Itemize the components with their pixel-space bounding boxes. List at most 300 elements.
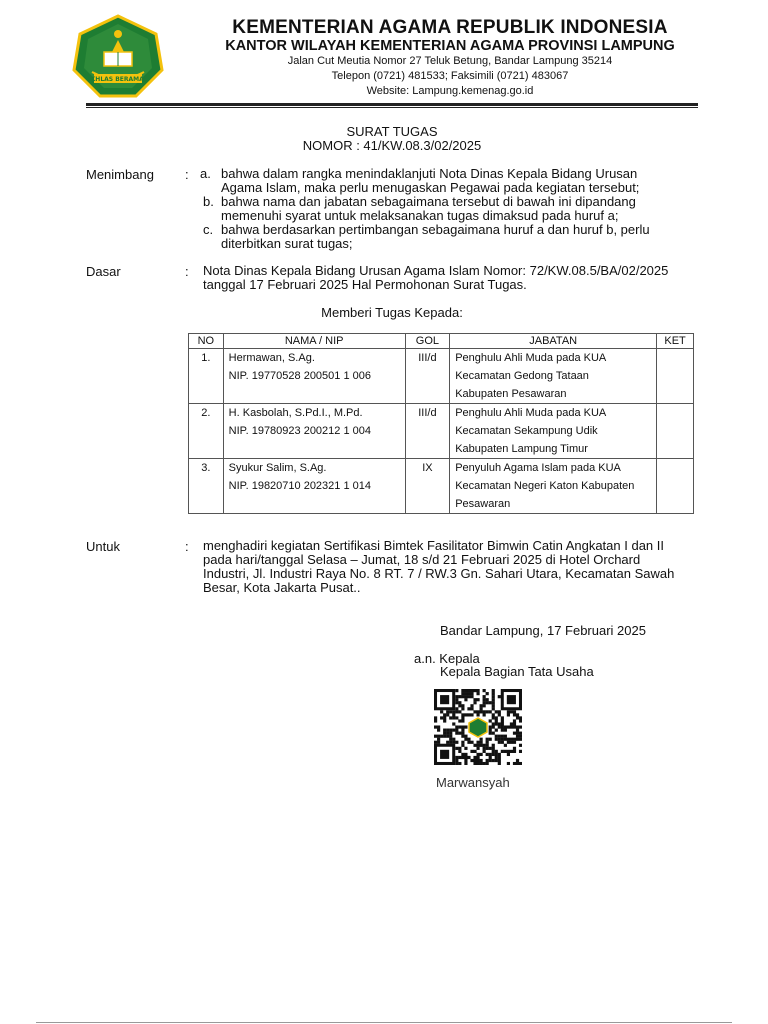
dasar-colon: : — [185, 264, 189, 279]
qr-module — [464, 762, 467, 765]
qr-module — [495, 716, 498, 719]
qr-module — [452, 716, 455, 719]
qr-module — [458, 762, 461, 765]
qr-module — [519, 716, 522, 719]
qr-module — [495, 750, 498, 753]
qr-module — [495, 738, 498, 741]
qr-module — [513, 747, 516, 750]
qr-module — [473, 762, 476, 765]
qr-module — [483, 701, 486, 704]
qr-module — [461, 689, 464, 692]
row-nip: NIP. 19780923 200212 1 004 — [228, 425, 371, 437]
qr-module — [498, 710, 501, 713]
qr-module — [476, 698, 479, 701]
qr-module — [492, 698, 495, 701]
header-no: NO — [189, 334, 224, 349]
qr-module — [498, 759, 501, 762]
row-gol: III/d — [405, 349, 450, 404]
qr-module — [452, 729, 455, 732]
table-row — [189, 404, 694, 459]
qr-module — [443, 719, 446, 722]
qr-module — [492, 747, 495, 750]
row-name: Syukur Salim, S.Ag. — [228, 462, 327, 474]
qr-module — [480, 710, 483, 713]
staff-table-header — [189, 334, 694, 349]
qr-module — [492, 750, 495, 753]
qr-module — [452, 713, 455, 716]
qr-module — [498, 695, 501, 698]
qr-module — [492, 707, 495, 710]
qr-module — [476, 759, 479, 762]
qr-module — [461, 695, 464, 698]
qr-module — [486, 759, 489, 762]
qr-module — [513, 725, 516, 728]
qr-module — [486, 710, 489, 713]
qr-module — [434, 741, 437, 744]
qr-module — [504, 738, 507, 741]
qr-module — [437, 741, 440, 744]
qr-module — [516, 716, 519, 719]
qr-module — [458, 750, 461, 753]
row-name-cell — [223, 459, 405, 514]
qr-module — [483, 750, 486, 753]
qr-module — [449, 729, 452, 732]
dasar-label: Dasar — [86, 264, 121, 279]
qr-module — [492, 725, 495, 728]
qr-module — [498, 762, 501, 765]
qr-module — [458, 747, 461, 750]
row-jabatan-line3: Kabupaten Lampung Timur — [455, 443, 588, 455]
qr-module — [461, 741, 464, 744]
row-jabatan-line2: Kecamatan Negeri Katon Kabupaten — [455, 480, 635, 492]
qr-module — [467, 689, 470, 692]
qr-module — [458, 756, 461, 759]
row-jabatan-line3: Pesawaran — [455, 498, 511, 510]
qr-module — [458, 725, 461, 728]
letterhead-rule-thin — [86, 107, 698, 108]
header-jabatan: JABATAN — [450, 334, 657, 349]
qr-module — [516, 762, 519, 765]
qr-module — [467, 756, 470, 759]
signature-place-date: Bandar Lampung, 17 Februari 2025 — [440, 623, 646, 638]
qr-module — [489, 729, 492, 732]
menimbang-item-c-line2: diterbitkan surat tugas; — [221, 236, 353, 251]
qr-module — [507, 738, 510, 741]
qr-module — [489, 732, 492, 735]
qr-module — [501, 729, 504, 732]
qr-module — [461, 753, 464, 756]
qr-module — [470, 759, 473, 762]
qr-module — [486, 738, 489, 741]
qr-module — [483, 698, 486, 701]
qr-module — [464, 753, 467, 756]
qr-module — [489, 747, 492, 750]
qr-module — [519, 762, 522, 765]
qr-module — [501, 725, 504, 728]
qr-module — [473, 710, 476, 713]
qr-module — [434, 716, 437, 719]
row-no: 2. — [189, 404, 224, 459]
qr-module — [498, 753, 501, 756]
qr-module — [492, 704, 495, 707]
qr-module — [480, 762, 483, 765]
letterhead-ministry: KEMENTERIAN AGAMA REPUBLIK INDONESIA — [232, 17, 668, 38]
qr-module — [473, 759, 476, 762]
qr-module — [449, 732, 452, 735]
qr-module — [455, 710, 458, 713]
qr-module — [443, 729, 446, 732]
qr-module — [483, 710, 486, 713]
qr-module — [464, 759, 467, 762]
qr-module — [504, 750, 507, 753]
qr-module — [501, 735, 504, 738]
qr-module — [449, 716, 452, 719]
qr-module — [504, 729, 507, 732]
qr-module — [449, 735, 452, 738]
qr-module — [467, 692, 470, 695]
qr-module — [513, 719, 516, 722]
qr-module — [483, 762, 486, 765]
row-gol: III/d — [405, 404, 450, 459]
qr-module — [464, 713, 467, 716]
qr-module — [492, 713, 495, 716]
row-gol: IX — [405, 459, 450, 514]
qr-module — [507, 762, 510, 765]
qr-module — [495, 722, 498, 725]
qr-module — [516, 738, 519, 741]
qr-module — [437, 725, 440, 728]
qr-module — [464, 747, 467, 750]
qr-module — [483, 747, 486, 750]
signature-an: a.n. Kepala — [414, 651, 480, 666]
qr-module — [513, 738, 516, 741]
kemenag-logo — [72, 14, 164, 98]
qr-module — [495, 710, 498, 713]
qr-module — [492, 753, 495, 756]
qr-module — [498, 713, 501, 716]
qr-module — [504, 735, 507, 738]
qr-module — [476, 747, 479, 750]
qr-module — [486, 747, 489, 750]
qr-module — [464, 725, 467, 728]
qr-module — [470, 713, 473, 716]
qr-module — [461, 756, 464, 759]
qr-module — [498, 725, 501, 728]
qr-module — [495, 753, 498, 756]
qr-module — [446, 732, 449, 735]
qr-module — [446, 729, 449, 732]
qr-module — [480, 744, 483, 747]
qr-module — [458, 732, 461, 735]
signature-position: Kepala Bagian Tata Usaha — [440, 664, 594, 679]
qr-module — [513, 741, 516, 744]
qr-finder — [440, 750, 449, 759]
letterhead-website: Website: Lampung.kemenag.go.id — [366, 85, 534, 97]
qr-module — [461, 744, 464, 747]
qr-module — [470, 704, 473, 707]
qr-module — [455, 741, 458, 744]
qr-module — [486, 753, 489, 756]
qr-module — [455, 695, 458, 698]
untuk-colon: : — [185, 539, 189, 554]
qr-module — [446, 735, 449, 738]
qr-module — [455, 729, 458, 732]
table-row — [189, 459, 694, 514]
dasar-line2: tanggal 17 Februari 2025 Hal Permohonan Surat Tugas. — [203, 277, 527, 292]
qr-module — [480, 759, 483, 762]
qr-module — [449, 738, 452, 741]
row-nip: NIP. 19770528 200501 1 006 — [228, 370, 371, 382]
qr-module — [507, 725, 510, 728]
row-name-cell — [223, 404, 405, 459]
row-jabatan-line2: Kecamatan Gedong Tataan — [455, 370, 589, 382]
qr-module — [440, 710, 443, 713]
qr-module — [492, 689, 495, 692]
qr-module — [461, 704, 464, 707]
qr-module — [455, 707, 458, 710]
qr-module — [476, 689, 479, 692]
untuk-line3: Industri, Jl. Industri Raya No. 8 RT. 7 / RW.3 Gn. Sahari Utara, Kecamatan Sawah — [203, 566, 675, 581]
qr-module — [486, 744, 489, 747]
row-jabatan-cell — [450, 349, 657, 404]
qr-module — [464, 695, 467, 698]
menimbang-item-b-line2: memenuhi syarat untuk melaksanakan tugas dimaksud pada huruf a; — [221, 208, 619, 223]
qr-module — [480, 738, 483, 741]
qr-module — [516, 725, 519, 728]
qr-module — [507, 741, 510, 744]
qr-module — [507, 750, 510, 753]
qr-module — [440, 716, 443, 719]
qr-module — [449, 741, 452, 744]
qr-module — [519, 744, 522, 747]
menimbang-item-a-line2: Agama Islam, maka perlu menugaskan Pegawai pada kegiatan tersebut; — [221, 180, 640, 195]
qr-module — [434, 725, 437, 728]
qr-module — [492, 716, 495, 719]
qr-module — [470, 692, 473, 695]
qr-module — [480, 741, 483, 744]
qr-module — [501, 716, 504, 719]
qr-module — [519, 750, 522, 753]
qr-module — [507, 753, 510, 756]
qr-module — [483, 695, 486, 698]
qr-center-logo — [469, 718, 487, 737]
qr-module — [476, 744, 479, 747]
menimbang-item-c-line1: bahwa berdasarkan pertimbangan sebagaimana huruf a dan huruf b, perlu — [221, 222, 650, 237]
qr-module — [437, 729, 440, 732]
qr-module — [489, 710, 492, 713]
qr-module — [461, 729, 464, 732]
row-jabatan-line1: Penyuluh Agama Islam pada KUA — [455, 462, 621, 474]
qr-module — [455, 762, 458, 765]
page-bottom-rule — [36, 1022, 732, 1023]
qr-module — [519, 732, 522, 735]
qr-module — [510, 738, 513, 741]
qr-module — [480, 753, 483, 756]
header-name: NAMA / NIP — [223, 334, 405, 349]
qr-module — [483, 713, 486, 716]
qr-module — [492, 732, 495, 735]
qr-module — [513, 722, 516, 725]
qr-module — [510, 725, 513, 728]
qr-module — [455, 732, 458, 735]
qr-module — [516, 713, 519, 716]
row-name: H. Kasbolah, S.Pd.I., M.Pd. — [228, 407, 363, 419]
qr-module — [476, 756, 479, 759]
qr-module — [486, 762, 489, 765]
qr-module — [476, 762, 479, 765]
qr-module — [501, 741, 504, 744]
qr-module — [498, 741, 501, 744]
qr-module — [461, 735, 464, 738]
qr-module — [489, 738, 492, 741]
menimbang-item-a-mark: a. — [200, 166, 211, 181]
qr-module — [455, 725, 458, 728]
qr-module — [443, 735, 446, 738]
qr-module — [434, 735, 437, 738]
qr-module — [464, 689, 467, 692]
qr-module — [495, 759, 498, 762]
row-ket — [657, 404, 694, 459]
qr-module — [501, 750, 504, 753]
qr-module — [473, 701, 476, 704]
qr-module — [489, 701, 492, 704]
menimbang-item-b-line1: bahwa nama dan jabatan sebagaimana tersebut di bawah ini dipandang — [221, 194, 636, 209]
qr-module — [492, 695, 495, 698]
qr-module — [495, 719, 498, 722]
qr-module — [473, 750, 476, 753]
qr-module — [492, 692, 495, 695]
qr-module — [458, 710, 461, 713]
qr-module — [434, 719, 437, 722]
qr-module — [510, 710, 513, 713]
logo-motto: IKHLAS BERAMAL — [88, 76, 148, 83]
qr-module — [507, 713, 510, 716]
qr-module — [461, 732, 464, 735]
staff-table — [188, 333, 694, 514]
qr-module — [492, 722, 495, 725]
qr-module — [486, 698, 489, 701]
qr-module — [458, 704, 461, 707]
qr-module — [483, 744, 486, 747]
qr-module — [455, 698, 458, 701]
qr-module — [464, 698, 467, 701]
qr-module — [461, 725, 464, 728]
qr-module — [464, 735, 467, 738]
qr-module — [455, 747, 458, 750]
letterhead-phone: Telepon (0721) 481533; Faksimili (0721) 483067 — [331, 70, 569, 82]
qr-module — [449, 710, 452, 713]
signature-name: Marwansyah — [436, 775, 510, 790]
row-jabatan-line1: Penghulu Ahli Muda pada KUA — [455, 352, 607, 364]
qr-module — [452, 710, 455, 713]
qr-module — [476, 741, 479, 744]
row-jabatan-cell — [450, 404, 657, 459]
qr-module — [440, 735, 443, 738]
qr-code-icon — [434, 689, 522, 765]
qr-module — [467, 713, 470, 716]
qr-module — [470, 689, 473, 692]
qr-module — [519, 725, 522, 728]
letterhead-address: Jalan Cut Meutia Nomor 27 Teluk Betung, Bandar Lampung 35214 — [287, 55, 613, 67]
qr-module — [461, 716, 464, 719]
row-nip: NIP. 19820710 202321 1 014 — [228, 480, 371, 492]
qr-module — [461, 719, 464, 722]
qr-module — [473, 744, 476, 747]
qr-module — [467, 695, 470, 698]
qr-module — [476, 692, 479, 695]
qr-module — [498, 722, 501, 725]
qr-module — [470, 741, 473, 744]
qr-module — [480, 704, 483, 707]
qr-module — [446, 741, 449, 744]
assign-heading: Memberi Tugas Kepada: — [321, 305, 463, 320]
qr-module — [498, 735, 501, 738]
menimbang-label: Menimbang — [86, 167, 154, 182]
qr-module — [519, 738, 522, 741]
row-jabatan-line1: Penghulu Ahli Muda pada KUA — [455, 407, 607, 419]
qr-finder — [440, 695, 449, 704]
row-no: 3. — [189, 459, 224, 514]
row-jabatan-line2: Kecamatan Sekampung Udik — [455, 425, 598, 437]
qr-module — [486, 692, 489, 695]
qr-module — [443, 713, 446, 716]
qr-module — [452, 738, 455, 741]
qr-module — [443, 716, 446, 719]
qr-module — [455, 759, 458, 762]
qr-module — [446, 710, 449, 713]
qr-module — [476, 713, 479, 716]
qr-module — [458, 695, 461, 698]
untuk-line2: pada hari/tanggal Selasa – Jumat, 18 s/d 21 Februari 2025 di Hotel Orchard — [203, 552, 641, 567]
qr-module — [492, 701, 495, 704]
qr-module — [458, 719, 461, 722]
qr-module — [452, 722, 455, 725]
letterhead-rule-thick — [86, 103, 698, 106]
qr-module — [461, 707, 464, 710]
qr-module — [513, 732, 516, 735]
untuk-label: Untuk — [86, 539, 120, 554]
qr-module — [473, 698, 476, 701]
qr-module — [489, 725, 492, 728]
qr-module — [483, 704, 486, 707]
qr-module — [513, 710, 516, 713]
qr-module — [498, 756, 501, 759]
qr-module — [476, 753, 479, 756]
qr-module — [489, 759, 492, 762]
qr-module — [437, 738, 440, 741]
menimbang-item-b-mark: b. — [203, 194, 214, 209]
qr-module — [510, 722, 513, 725]
qr-module — [470, 750, 473, 753]
qr-module — [470, 707, 473, 710]
untuk-line1: menghadiri kegiatan Sertifikasi Bimtek Fasilitator Bimwin Catin Angkatan I dan II — [203, 538, 664, 553]
document-title: SURAT TUGAS — [346, 124, 438, 139]
row-ket — [657, 349, 694, 404]
qr-module — [492, 759, 495, 762]
qr-module — [461, 692, 464, 695]
qr-module — [443, 732, 446, 735]
letterhead-office: KANTOR WILAYAH KEMENTERIAN AGAMA PROVINSI LAMPUNG — [225, 38, 675, 54]
qr-module — [470, 695, 473, 698]
qr-module — [501, 738, 504, 741]
qr-module — [516, 732, 519, 735]
row-name-cell — [223, 349, 405, 404]
header-gol: GOL — [405, 334, 450, 349]
qr-module — [498, 738, 501, 741]
qr-module — [519, 735, 522, 738]
qr-module — [501, 722, 504, 725]
qr-module — [516, 759, 519, 762]
